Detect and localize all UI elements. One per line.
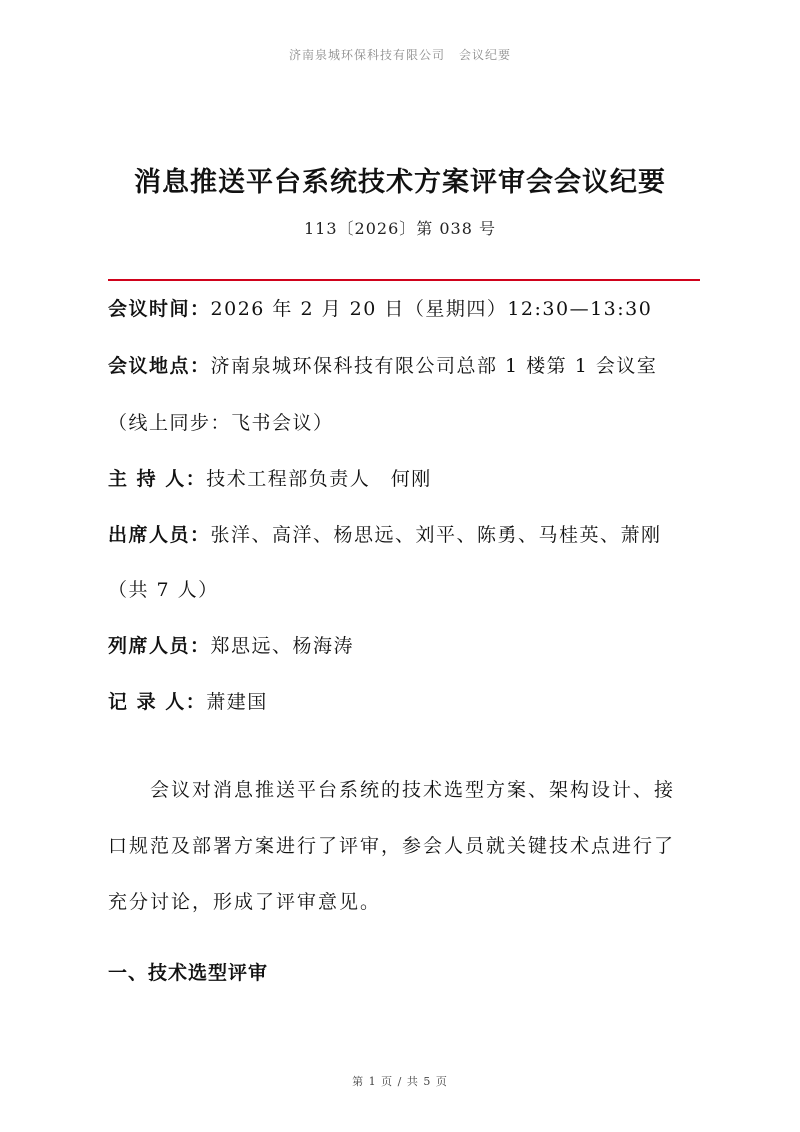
body-paragraph-line-2: 口规范及部署方案进行了评审，参会人员就关键技术点进行了 — [108, 835, 676, 857]
meeting-location-online: （线上同步：飞书会议） — [108, 412, 334, 434]
document-number: 113〔2026〕第 038 号 — [304, 219, 496, 238]
meeting-location-label: 会议地点： — [108, 355, 211, 377]
body-paragraph-line-3: 充分讨论，形成了评审意见。 — [108, 891, 382, 913]
meeting-host-label: 主 持 人： — [108, 468, 207, 490]
meeting-time-label: 会议时间： — [108, 298, 211, 320]
meeting-recorder-value: 萧建国 — [206, 691, 268, 713]
meeting-observers-label: 列席人员： — [108, 635, 211, 657]
meeting-observers-value: 郑思远、杨海涛 — [210, 635, 355, 657]
section-heading: 一、技术选型评审 — [108, 962, 269, 984]
running-header — [0, 46, 800, 63]
header-doc-type: 会议纪要 — [459, 48, 512, 62]
meeting-attendees-row — [108, 522, 708, 548]
meeting-recorder-row — [108, 689, 708, 715]
meeting-recorder-label: 记 录 人： — [108, 691, 207, 713]
meeting-attendees-value: 张洋、高洋、杨思远、刘平、陈勇、马桂英、萧刚 — [210, 524, 662, 546]
red-divider — [108, 279, 700, 281]
meeting-host-row — [108, 466, 708, 492]
meeting-location-row — [108, 353, 708, 379]
meeting-host-value: 技术工程部负责人 何刚 — [206, 468, 432, 490]
meeting-attendees-label: 出席人员： — [108, 524, 211, 546]
page-footer: 第 1 页 / 共 5 页 — [352, 1075, 448, 1088]
meeting-location-value: 济南泉城环保科技有限公司总部 1 楼第 1 会议室 — [210, 355, 658, 377]
body-paragraph-line-1: 会议对消息推送平台系统的技术选型方案、架构设计、接 — [108, 779, 676, 801]
meeting-attendees-continuation — [108, 577, 708, 603]
meeting-time-row — [108, 296, 708, 322]
document-title: 消息推送平台系统技术方案评审会会议纪要 — [134, 167, 666, 198]
header-company: 济南泉城环保科技有限公司 — [288, 48, 445, 62]
meeting-attendees-count: （共 7 人） — [108, 579, 219, 601]
meeting-location-continuation — [108, 410, 708, 436]
meeting-observers-row — [108, 633, 708, 659]
meeting-time-value: 2026 年 2 月 20 日（星期四）12:30—13:30 — [210, 298, 653, 320]
